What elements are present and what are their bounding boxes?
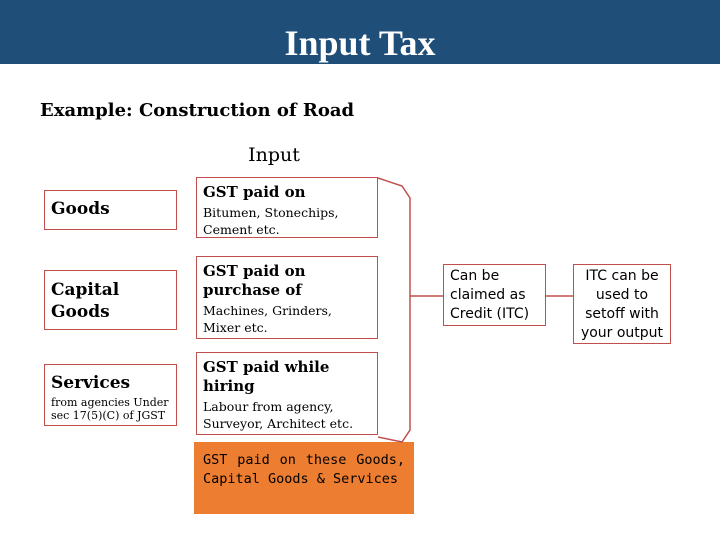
summary-box: GST paid on these Goods, Capital Goods & Services [194, 442, 414, 514]
category-services-label: Services [51, 373, 131, 393]
input-detail-goods: Bitumen, Stonechips, Cement etc. [203, 205, 339, 237]
input-detail-capital-goods: Machines, Grinders, Mixer etc. [203, 303, 332, 335]
input-heading-services: GST paid while hiring [203, 358, 330, 395]
grouping-bracket [378, 178, 410, 442]
slide-title: Input Tax [284, 23, 436, 63]
itc-use-text: ITC can be used to setoff with your output [580, 268, 664, 341]
example-heading: Example: Construction of Road [40, 100, 355, 121]
category-services-note: from agencies Under sec 17(5)(C) of JGST [51, 396, 169, 422]
input-label: Input [248, 144, 300, 166]
category-goods-label: Goods [51, 199, 110, 219]
itc-claim-text: Can be claimed as Credit (ITC) [450, 268, 530, 322]
category-capital-goods-label: Capital Goods [51, 280, 120, 322]
input-heading-capital-goods: GST paid on purchase of [203, 262, 306, 299]
input-heading-goods: GST paid on [203, 183, 306, 201]
input-detail-services: Labour from agency, Surveyor, Architect etc. [203, 399, 354, 431]
